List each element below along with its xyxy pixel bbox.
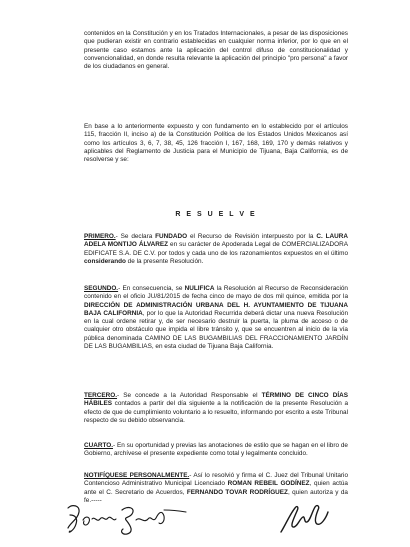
resolution-cuarto: CUARTO.- En su oportunidad y previas las anotaciones de estilo que se hagan en el libro de Gobierno, archívese el presente expediente como total y legalmente concluido. [84,442,348,458]
intro-paragraph: contenidos en la Constitución y en los Tratados Internacionales, a pesar de las disposiciones que pudieran existir en contrario establecidas en cualquier norma inferior, por lo que en el presente caso estamos ante la aplicación del control difuso de constitucionalidad y convencionalidad, en donde resulta relevante la aplicación del principio "pro persona" a favor de los ciudadanos en general. [84,30,348,71]
notifiquese-label: NOTIFÍQUESE PERSONALMENTE. [84,472,190,479]
resolution-primero: PRIMERO.- Se declara FUNDADO el Recurso de Revisión interpuesto por la C. LAURA ADELA MONTIJO ÁLVAREZ en su carácter de Apoderada Legal de COMERCIALIZADORA EDIFICATE S.A. DE C.V. por todos y cada uno de los razonamientos expuestos en el último considerando de la presente Resolución. [84,233,349,265]
tercero-label: TERCERO. [84,392,118,399]
legal-basis-paragraph: En base a lo anteriormente expuesto y con fundamento en lo establecido por el artículos 115, fracción II, inciso a) de la Constitución Política de los Estados Unidos Mexicanos así como los artículos 3, 6, 7, 38, 45, 126 fracción I, 167, 168, 169, 170 y demás relativos y aplicables del Reglamento de Justicia para el Municipio de Tijuana, Baja California, es de resolverse y se: [84,123,348,164]
judge-signature [64,500,194,540]
resolves-title: R E S U E L V E [175,211,257,218]
segundo-label: SEGUNDO. [84,285,119,292]
cuarto-label: CUARTO. [84,442,113,449]
secretary-signature [276,498,332,538]
resolution-segundo: SEGUNDO.- En consecuencia, se NULIFICA la Resolución al Recurso de Reconsideración contenido en el oficio JU/81/2015 de fecha cinco de mayo de dos mil quince, emitida por la DIRECCIÓN DE ADMINISTRACIÓN URBANA DEL H. AYUNTAMIENTO DE TIJUANA BAJA CALIFORNIA, por lo que la Autoridad Recurrida deberá dictar una nueva Resolución en la cual ordene retirar y, de ser necesario destruir la puerta, la pluma de acceso o de cualquier otro obstáculo que impida el libre tránsito y, que se encuentren al inicio de la vía pública denominada CAMINO DE LAS BUGAMBILIAS DEL FRACCIONAMIENTO JARDÍN DE LAS BUGAMBILIAS, en esta ciudad de Tijuana Baja California. [84,285,349,351]
resolution-tercero: TERCERO.- Se concede a la Autoridad Responsable el TÉRMINO DE CINCO DÍAS HÁBILES contados a partir del día siguiente a la notificación de la presente Resolución a efecto de que de cumplimiento voluntario a lo resuelto, informando por escrito a este Tribunal respecto de su debido observancia. [84,392,348,424]
primero-label: PRIMERO. [84,233,116,240]
notification-paragraph: NOTIFÍQUESE PERSONALMENTE.- Así lo resolvió y firma el C. Juez del Tribunal Unitario Contencioso Administrativo Municipal Licenciado ROMAN REBEIL GODÍNEZ, quien actúa ante el C. Secretario de Acuerdos, FERNANDO TOVAR RODRÍGUEZ, quien autoriza y da fe.----- [84,472,349,504]
